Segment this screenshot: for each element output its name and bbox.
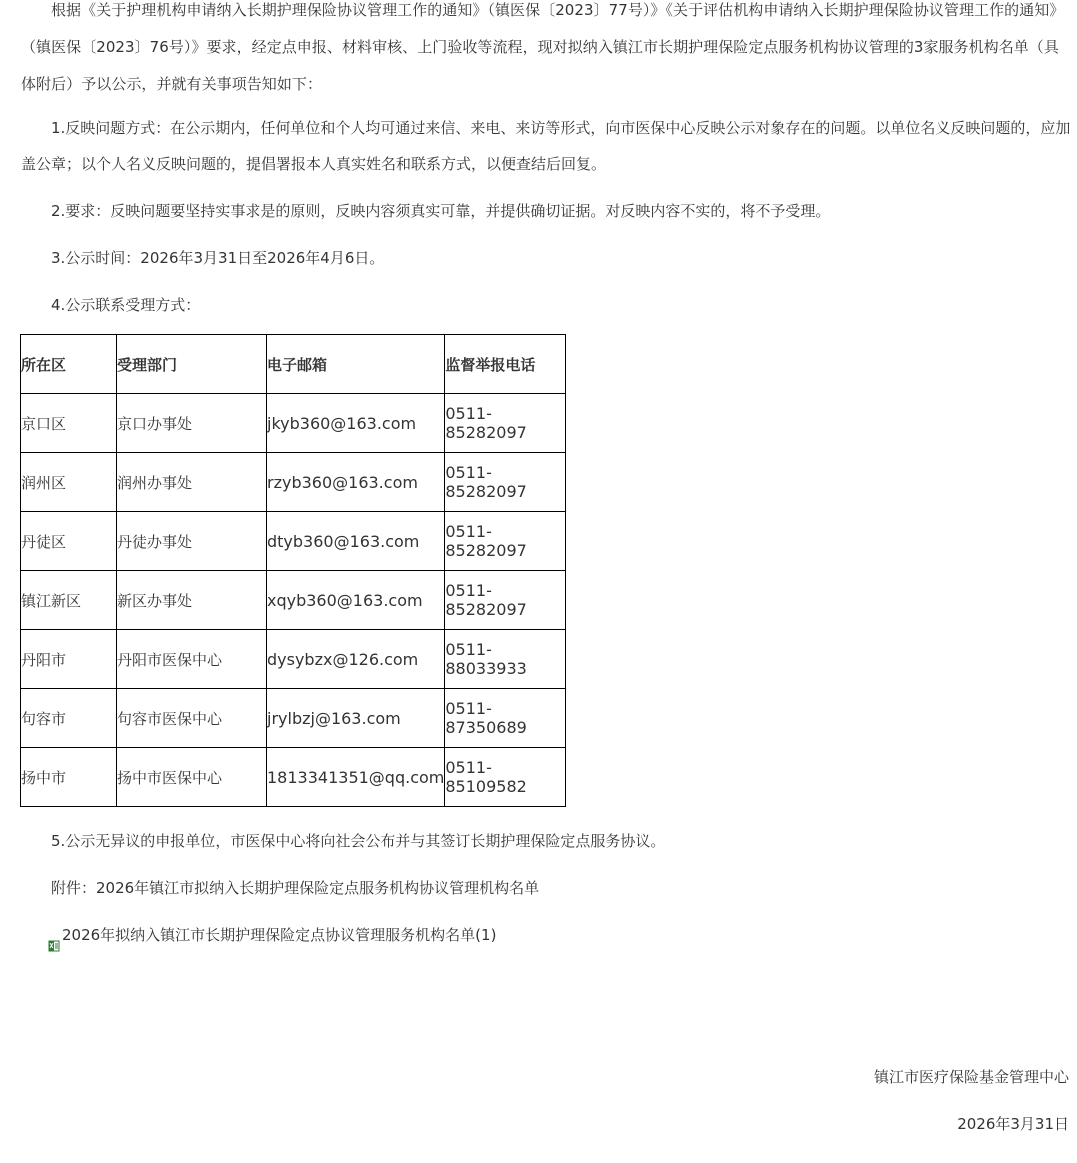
cell-district: 丹阳市 <box>21 630 117 689</box>
table-row <box>21 453 566 512</box>
cell-email: jrylbzj@163.com <box>267 689 445 748</box>
header-email: 电子邮箱 <box>267 335 445 394</box>
intro-paragraph: 根据《关于护理机构申请纳入长期护理保险协议管理工作的通知》（镇医保〔2023〕77号）》《关于评估机构申请纳入长期护理保险协议管理工作的通知》（镇医保〔2023〕76号）》要求，经定点申报、材料审核、上门验收等流程，现对拟纳入镇江市长期护理保险定点服务机构协议管理的3家服务机构名单（具体附后）予以公示，并就有关事项告知如下： <box>21 1 1065 93</box>
cell-email: rzyb360@163.com <box>267 453 445 512</box>
cell-email: jkyb360@163.com <box>267 394 445 453</box>
item-publicity-period: 3.公示时间：2026年3月31日至2026年4月6日。 <box>51 249 385 267</box>
header-district: 所在区 <box>21 335 117 394</box>
issue-date: 2026年3月31日 <box>957 1115 1069 1133</box>
cell-department: 京口办事处 <box>117 394 267 453</box>
cell-phone: 0511-85282097 <box>445 394 566 453</box>
cell-phone: 0511-85282097 <box>445 453 566 512</box>
table-row <box>21 512 566 571</box>
attachment-download-link[interactable] <box>48 918 496 953</box>
cell-email: xqyb360@163.com <box>267 571 445 630</box>
header-department: 受理部门 <box>117 335 267 394</box>
table-row <box>21 571 566 630</box>
cell-phone: 0511-85282097 <box>445 571 566 630</box>
excel-file-icon <box>48 930 60 942</box>
cell-district: 京口区 <box>21 394 117 453</box>
cell-department: 扬中市医保中心 <box>117 748 267 807</box>
item-requirements: 2.要求：反映问题要坚持实事求是的原则，反映内容须真实可靠，并提供确切证据。对反映内容不实的，将不予受理。 <box>51 202 831 220</box>
issuer-signature: 镇江市医疗保险基金管理中心 <box>873 1068 1069 1086</box>
cell-email: dtyb360@163.com <box>267 512 445 571</box>
cell-phone: 0511-85109582 <box>445 748 566 807</box>
table-row <box>21 630 566 689</box>
cell-email: dysybzx@126.com <box>267 630 445 689</box>
cell-district: 丹徒区 <box>21 512 117 571</box>
cell-district: 润州区 <box>21 453 117 512</box>
cell-department: 新区办事处 <box>117 571 267 630</box>
table-row <box>21 689 566 748</box>
cell-phone: 0511-85282097 <box>445 512 566 571</box>
table-row <box>21 394 566 453</box>
cell-department: 丹徒办事处 <box>117 512 267 571</box>
contact-table <box>20 334 566 807</box>
header-phone: 监督举报电话 <box>445 335 566 394</box>
cell-department: 润州办事处 <box>117 453 267 512</box>
cell-phone: 0511-87350689 <box>445 689 566 748</box>
cell-district: 句容市 <box>21 689 117 748</box>
attachment-label: 附件：2026年镇江市拟纳入长期护理保险定点服务机构协议管理机构名单 <box>51 879 540 897</box>
cell-district: 扬中市 <box>21 748 117 807</box>
item-feedback-method: 1.反映问题方式：在公示期内，任何单位和个人均可通过来信、来电、来访等形式，向市医保中心反映公示对象存在的问题。以单位名义反映问题的，应加盖公章；以个人名义反映问题的，提倡署报本人真实姓名和联系方式，以便查结后回复。 <box>21 119 1071 173</box>
attachment-link-text: 2026年拟纳入镇江市长期护理保险定点协议管理服务机构名单(1) <box>62 926 497 944</box>
cell-district: 镇江新区 <box>21 571 117 630</box>
item-signing-agreement: 5.公示无异议的申报单位，市医保中心将向社会公布并与其签订长期护理保险定点服务协议。 <box>51 832 666 850</box>
cell-phone: 0511-88033933 <box>445 630 566 689</box>
table-row <box>21 748 566 807</box>
cell-email: 1813341351@qq.com <box>267 748 445 807</box>
cell-department: 句容市医保中心 <box>117 689 267 748</box>
item-contact-methods: 4.公示联系受理方式： <box>51 296 201 314</box>
table-header-row <box>21 335 566 394</box>
cell-department: 丹阳市医保中心 <box>117 630 267 689</box>
